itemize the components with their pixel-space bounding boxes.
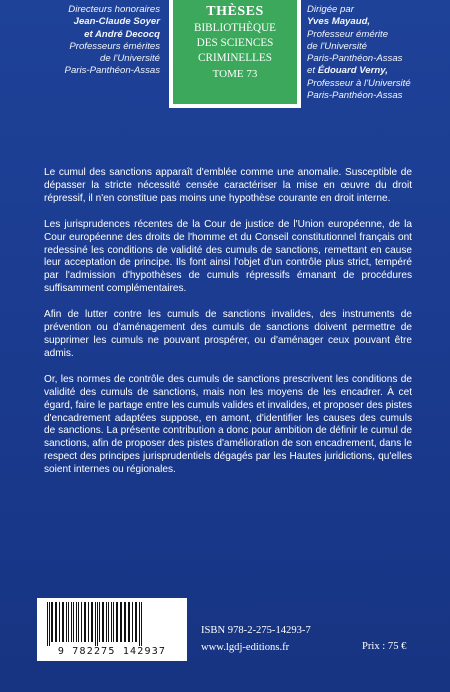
barcode-bar: [47, 602, 48, 646]
editor-name-verny: [307, 65, 447, 77]
honorary-directors: [40, 4, 160, 78]
director-role: Professeurs émérites: [69, 40, 160, 52]
editor-role: Paris-Panthéon-Assas: [307, 90, 403, 102]
honorary-directors-title: Directeurs honoraires: [68, 4, 160, 15]
editor-role: Paris-Panthéon-Assas: [307, 53, 403, 65]
collection-name-line: CRIMINELLES: [198, 52, 272, 64]
barcode-bar: [135, 602, 137, 642]
barcode-bar: [55, 602, 57, 642]
editor-name: Édouard Verny,: [317, 65, 388, 77]
editor-role: de l'Université: [307, 40, 367, 52]
back-cover-summary: [44, 167, 412, 490]
barcode-bar: [66, 602, 67, 642]
barcode-bar: [116, 602, 118, 642]
barcode-bar: [78, 602, 79, 642]
barcode-bar: [84, 602, 86, 642]
series-editors-title: Dirigée par: [307, 4, 354, 15]
barcode-bar: [81, 602, 82, 642]
summary-paragraph: Les jurisprudences récentes de la Cour de justice de l'Union européenne, de la Cour européenne des droits de l'homme et du Conseil constitutionnel français ont redessiné les conditions de validité des cumuls de sanctions, remettant en cause leur acceptation de principe. Ils font ainsi l'objet d'un contrôle plus strict, tempéré par l'admission d'hypothèses de cumuls répressifs émanant de procédures suffisamment complémentaires.: [44, 218, 412, 295]
summary-paragraph: Afin de lutter contre les cumuls de sanctions invalides, des instruments de prévention ou d'aménagement des cumuls de sanctions doivent permettre de supprimer les cumuls ne pouvant prospérer, ou d'aménager ceux pouvant être admis.: [44, 309, 412, 359]
barcode-digits: 9 782275 142937: [57, 646, 167, 657]
collection-badge: [169, 0, 301, 108]
isbn-number: ISBN 978-2-275-14293-7: [201, 625, 311, 636]
series-title: THÈSES: [206, 4, 264, 19]
barcode-bar: [97, 602, 98, 646]
barcode-bar: [68, 602, 69, 642]
series-editors: [307, 4, 447, 102]
director-name-soyer: Jean-Claude Soyer: [73, 16, 160, 28]
price: Prix : 75 €: [362, 641, 407, 652]
barcode-bar: [73, 602, 74, 642]
director-name: André Decocq: [94, 28, 160, 40]
tome-number: TOME 73: [212, 68, 258, 80]
barcode-bar: [106, 602, 107, 642]
conjunction: et: [307, 65, 316, 77]
barcode-bar: [51, 602, 53, 642]
collection-name-line: BIBLIOTHÈQUE: [193, 22, 277, 34]
conjunction: et: [84, 28, 93, 40]
barcode-bar: [111, 602, 112, 642]
director-role: de l'Université: [100, 53, 160, 65]
barcode-bars: [45, 602, 179, 646]
barcode-bar: [102, 602, 104, 642]
barcode-bar: [141, 602, 142, 646]
publisher-website: www.lgdj-editions.fr: [201, 642, 290, 653]
editor-role: Professeur émérite: [307, 28, 389, 40]
summary-paragraph: Or, les normes de contrôle des cumuls de sanctions prescrivent les conditions de validité des cumuls de sanctions, mais non les moyens de les encadrer. À cet égard, faire le partage entre les cumuls valides et invalides, et proposer des pistes d'encadrement adaptées suppose, en amont, d'identifier les causes des cumuls de sanctions. La présente contribution a donc pour ambition de définir le cumul de sanctions, afin de proposer des pistes d'amélioration de son encadrement, dans le respect des principes jurisprudentiels dégagés par les Hautes juridictions, qu'elles soient internes ou régionales.: [44, 373, 412, 476]
barcode-bar: [76, 602, 77, 642]
barcode-bar: [128, 602, 130, 642]
barcode-bar: [49, 602, 50, 646]
director-name-decocq: [40, 29, 160, 41]
barcode-bar: [108, 602, 109, 642]
barcode: [37, 598, 187, 661]
barcode-bar: [62, 602, 64, 642]
barcode-bar: [113, 602, 114, 642]
editor-role: Professeur à l'Université: [307, 77, 411, 89]
barcode-bar: [95, 602, 96, 646]
barcode-bar: [88, 602, 89, 642]
barcode-bar: [139, 602, 140, 646]
summary-paragraph: Le cumul des sanctions apparaît d'emblée comme une anomalie. Susceptible de dépasser la stricte nécessité censée caractériser la mise en œuvre du droit répressif, il n'en constitue pas moins une hypothèse courante en droit interne.: [44, 167, 412, 204]
barcode-bar: [59, 602, 60, 642]
collection-name-line: DES SCIENCES: [196, 37, 274, 49]
barcode-bar: [99, 602, 100, 642]
barcode-bar: [91, 602, 93, 642]
barcode-bar: [124, 602, 126, 642]
collection-badge-panel: [173, 0, 297, 104]
director-role: Paris-Panthéon-Assas: [64, 65, 160, 77]
barcode-bar: [132, 602, 133, 642]
barcode-bar: [71, 602, 72, 642]
barcode-bar: [120, 602, 122, 642]
editor-name-mayaud: Yves Mayaud,: [307, 16, 371, 28]
